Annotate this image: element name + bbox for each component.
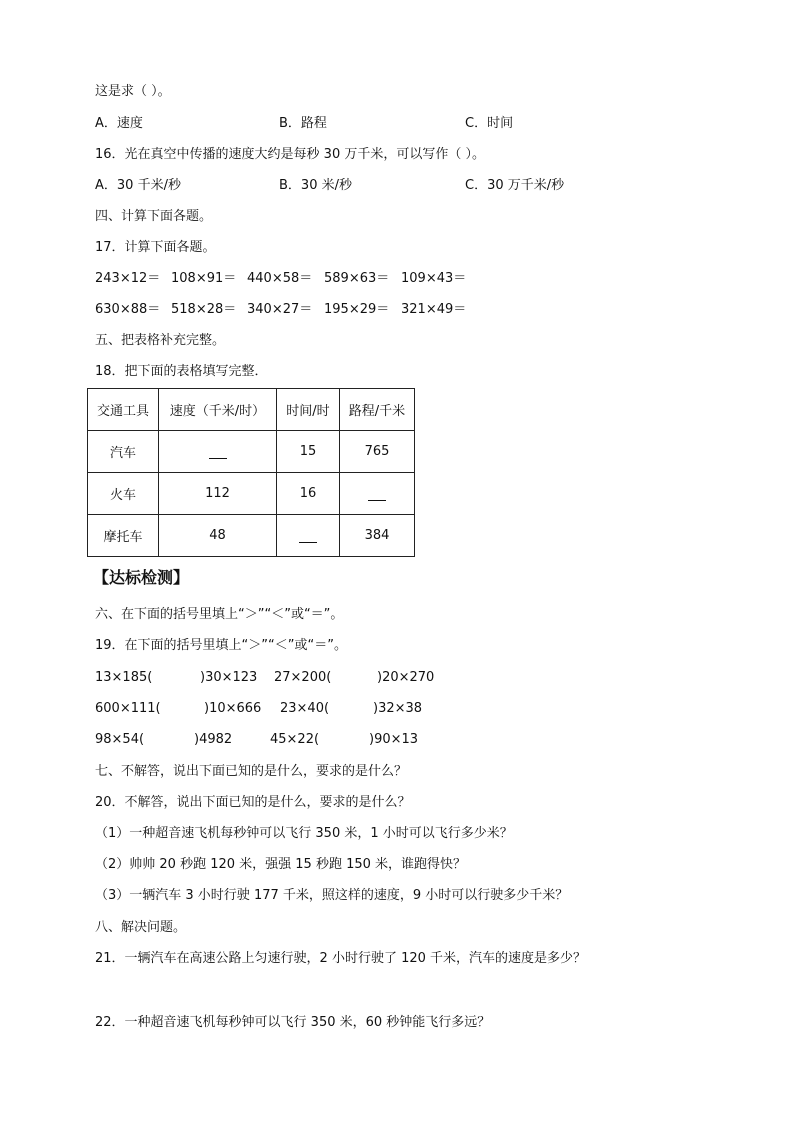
table-cell: 112 — [159, 473, 277, 515]
q15-options — [95, 116, 735, 132]
table-row — [88, 473, 415, 515]
table-row — [88, 515, 415, 557]
q16-option-a[interactable]: A．30 千米/秒 — [95, 178, 181, 193]
q15-option-c[interactable]: C．时间 — [465, 116, 514, 131]
q16-option-b[interactable]: B．30 米/秒 — [279, 178, 352, 193]
q22-text: 22．一种超音速飞机每秒钟可以飞行 350 米，60 秒钟能飞行多远？ — [95, 1015, 491, 1030]
section-4-heading: 四、计算下面各题。 — [95, 209, 213, 224]
q17-expr: 340×27＝ — [247, 302, 313, 317]
q17-expr: 630×88＝ — [95, 302, 161, 317]
speed-table — [87, 388, 415, 557]
table-cell: 16 — [277, 473, 340, 515]
q16-text: 16．光在真空中传播的速度大约是每秒 30 万千米，可以写作（ ）。 — [95, 147, 485, 162]
q16-options — [95, 178, 735, 194]
compare-left: 13×185( — [95, 670, 153, 685]
table-cell-blank[interactable] — [277, 515, 340, 557]
q17-expr: 321×49＝ — [401, 302, 467, 317]
q19-text: 19．在下面的括号里填上“＞”“＜”或“＝”。 — [95, 638, 347, 653]
compare-left: 98×54( — [95, 732, 145, 747]
compare-left: 45×22( — [270, 732, 320, 747]
table-cell: 汽车 — [88, 431, 159, 473]
section-5-heading: 五、把表格补充完整。 — [95, 333, 226, 348]
answer-blank[interactable] — [209, 444, 227, 459]
table-cell: 火车 — [88, 473, 159, 515]
section-6-heading: 六、在下面的括号里填上“＞”“＜”或“＝”。 — [95, 607, 344, 622]
q19-row-3 — [95, 732, 735, 748]
table-cell: 48 — [159, 515, 277, 557]
q15-option-b[interactable]: B．路程 — [279, 116, 327, 131]
answer-blank[interactable] — [299, 528, 317, 543]
section-8-heading: 八、解决问题。 — [95, 920, 187, 935]
compare-right: )90×13 — [369, 732, 419, 747]
q17-expr: 589×63＝ — [324, 271, 390, 286]
compare-left: 27×200( — [274, 670, 332, 685]
compare-right: )10×666 — [204, 701, 262, 716]
table-cell-blank[interactable] — [340, 473, 415, 515]
table-header: 速度（千米/时） — [159, 389, 277, 431]
table-header: 交通工具 — [88, 389, 159, 431]
q17-expr: 518×28＝ — [171, 302, 237, 317]
q21-text: 21．一辆汽车在高速公路上匀速行驶，2 小时行驶了 120 千米，汽车的速度是多少？ — [95, 951, 587, 966]
q17-expr: 243×12＝ — [95, 271, 161, 286]
q15-tail: 这是求（ ）。 — [95, 84, 171, 99]
q20-text: 20．不解答，说出下面已知的是什么，要求的是什么？ — [95, 795, 411, 810]
q17-expr: 440×58＝ — [247, 271, 313, 286]
q18-text: 18．把下面的表格填写完整． — [95, 364, 268, 379]
compare-right: )32×38 — [373, 701, 423, 716]
table-header: 时间/时 — [277, 389, 340, 431]
q17-expr: 108×91＝ — [171, 271, 237, 286]
table-row — [88, 431, 415, 473]
compare-left: 600×111( — [95, 701, 161, 716]
compare-right: )20×270 — [377, 670, 435, 685]
q17-expr: 195×29＝ — [324, 302, 390, 317]
table-cell: 765 — [340, 431, 415, 473]
q19-row-1 — [95, 670, 735, 686]
q17-expr: 109×43＝ — [401, 271, 467, 286]
table-cell: 384 — [340, 515, 415, 557]
table-header: 路程/千米 — [340, 389, 415, 431]
q15-option-a[interactable]: A．速度 — [95, 116, 143, 131]
compare-right: )4982 — [194, 732, 233, 747]
q16-option-c[interactable]: C．30 万千米/秒 — [465, 178, 565, 193]
answer-blank[interactable] — [368, 486, 386, 501]
q17-row-2 — [95, 302, 735, 318]
q20-item-1: （1）一种超音速飞机每秒钟可以飞行 350 米，1 小时可以飞行多少米？ — [95, 826, 513, 841]
table-cell: 15 — [277, 431, 340, 473]
compare-right: )30×123 — [200, 670, 258, 685]
test-heading: 【达标检测】 — [93, 568, 190, 587]
table-header-row — [88, 389, 415, 431]
table-cell-blank[interactable] — [159, 431, 277, 473]
table-cell: 摩托车 — [88, 515, 159, 557]
q17-text: 17．计算下面各题。 — [95, 240, 216, 255]
q20-item-2: （2）帅帅 20 秒跑 120 米，强强 15 秒跑 150 米，谁跑得快？ — [95, 857, 467, 872]
q20-item-3: （3）一辆汽车 3 小时行驶 177 千米，照这样的速度，9 小时可以行驶多少千米？ — [95, 888, 569, 903]
q17-row-1 — [95, 271, 735, 287]
q19-row-2 — [95, 701, 735, 717]
section-7-heading: 七、不解答，说出下面已知的是什么，要求的是什么？ — [95, 764, 408, 779]
compare-left: 23×40( — [280, 701, 330, 716]
